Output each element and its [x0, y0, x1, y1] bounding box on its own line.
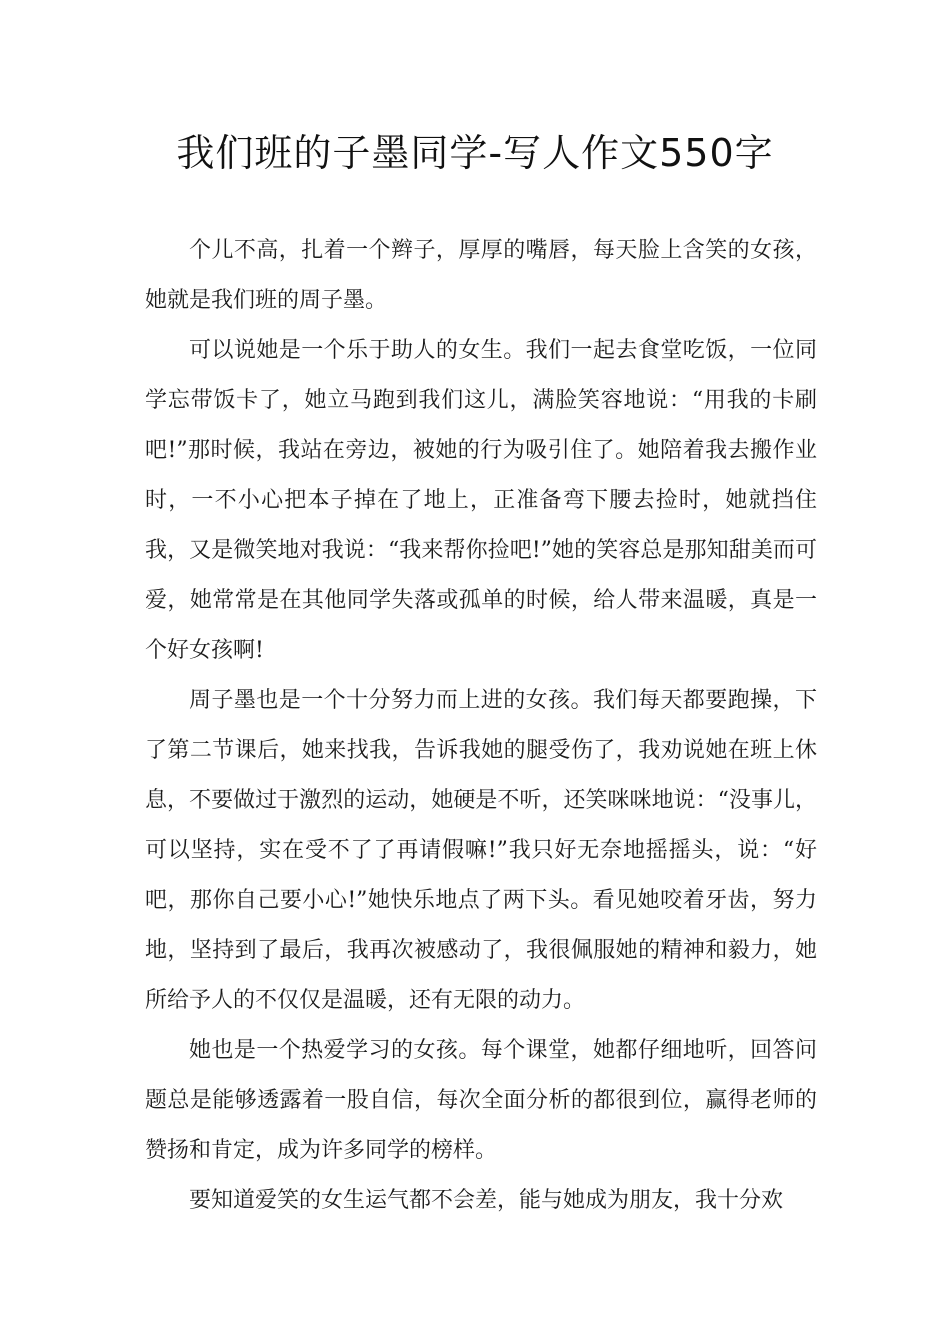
- paragraph-4: 她也是一个热爱学习的女孩。每个课堂，她都仔细地听，回答问题总是能够透露着一股自信，每次全面分析的都很到位，赢得老师的赞扬和肯定，成为许多同学的榜样。: [145, 1038, 817, 1163]
- paragraph-1: 个儿不高，扎着一个辫子，厚厚的嘴唇，每天脸上含笑的女孩，她就是我们班的周子墨。: [145, 238, 817, 313]
- paragraph-2: 可以说她是一个乐于助人的女生。我们一起去食堂吃饭，一位同学忘带饭卡了，她立马跑到我们这儿，满脸笑容地说：“用我的卡刷吧!”那时候，我站在旁边，被她的行为吸引住了。她陪着我去搬作业时，一不小心把本子掉在了地上，正准备弯下腰去捡时，她就挡住我，又是微笑地对我说：“我来帮你捡吧!”她的笑容总是那知甜美而可爱，她常常是在其他同学失落或孤单的时候，给人带来温暖，真是一个好女孩啊!: [145, 338, 817, 663]
- paragraph-5: 要知道爱笑的女生运气都不会差，能与她成为朋友，我十分欢: [189, 1188, 784, 1213]
- document-title: 我们班的子墨同学-写人作文550字: [176, 131, 774, 175]
- paragraph-3: 周子墨也是一个十分努力而上进的女孩。我们每天都要跑操，下了第二节课后，她来找我，告诉我她的腿受伤了，我劝说她在班上休息，不要做过于激烈的运动，她硬是不听，还笑咪咪地说：“没事儿，可以坚持，实在受不了了再请假嘛!”我只好无奈地摇摇头，说：“好吧，那你自己要小心!”她快乐地点了两下头。看见她咬着牙齿，努力地，坚持到了最后，我再次被感动了，我很佩服她的精神和毅力，她所给予人的不仅仅是温暖，还有无限的动力。: [145, 688, 817, 1013]
- document-body: [145, 226, 817, 1226]
